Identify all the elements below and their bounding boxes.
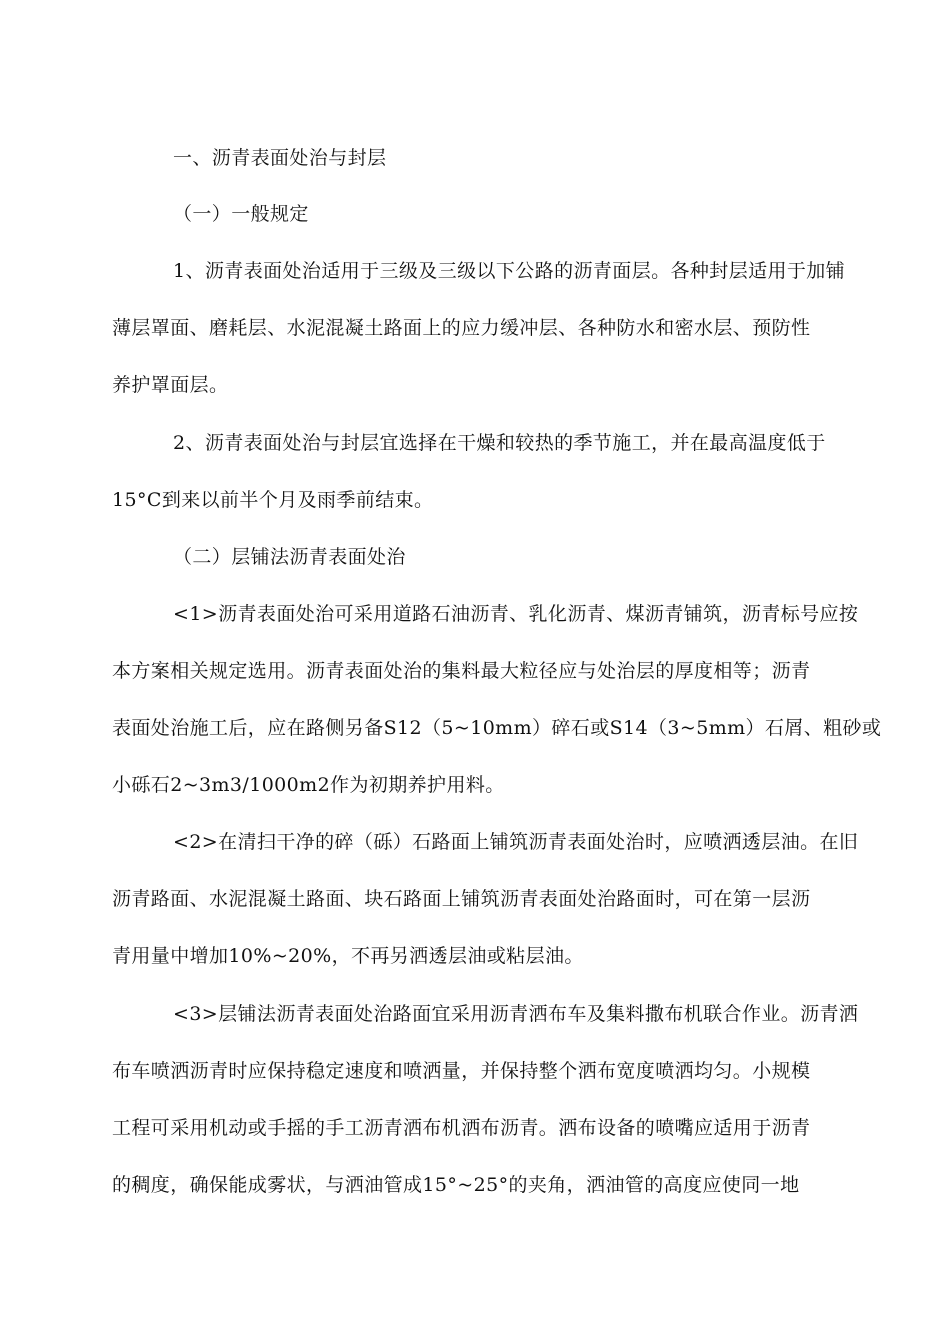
paragraph-line: 沥青路面、水泥混凝土路面、块石路面上铺筑沥青表面处治路面时，可在第一层沥: [112, 888, 811, 910]
paragraph-line: 工程可采用机动或手摇的手工沥青洒布机洒布沥青。洒布设备的喷嘴应适用于沥青: [112, 1117, 811, 1139]
paragraph-line: 小砾石2~3m3/1000m2作为初期养护用料。: [112, 774, 505, 796]
subsection-title-general: （一）一般规定: [173, 203, 309, 225]
paragraph-line: 15°C到来以前半个月及雨季前结束。: [112, 489, 434, 511]
subsection-title-layered: （二）层铺法沥青表面处治: [173, 546, 406, 568]
paragraph-line: 2、沥青表面处治与封层宜选择在干燥和较热的季节施工，并在最高温度低于: [173, 432, 826, 454]
paragraph-line: <2>在清扫干净的碎（砾）石路面上铺筑沥青表面处治时，应喷洒透层油。在旧: [173, 831, 859, 853]
paragraph-line: 薄层罩面、磨耗层、水泥混凝土路面上的应力缓冲层、各种防水和密水层、预防性: [112, 317, 811, 339]
paragraph-line: 1、沥青表面处治适用于三级及三级以下公路的沥青面层。各种封层适用于加铺: [173, 260, 846, 282]
paragraph-line: 的稠度，确保能成雾状，与洒油管成15°~25°的夹角，洒油管的高度应使同一地: [112, 1174, 800, 1196]
section-heading: 一、沥青表面处治与封层: [173, 147, 387, 169]
paragraph-line: 布车喷洒沥青时应保持稳定速度和喷洒量，并保持整个洒布宽度喷洒均匀。小规模: [112, 1060, 811, 1082]
paragraph-line: 本方案相关规定选用。沥青表面处治的集料最大粒径应与处治层的厚度相等；沥青: [112, 660, 811, 682]
paragraph-line: 青用量中增加10%~20%，不再另洒透层油或粘层油。: [112, 945, 584, 967]
paragraph-line: <1>沥青表面处治可采用道路石油沥青、乳化沥青、煤沥青铺筑，沥青标号应按: [173, 603, 859, 625]
paragraph-line: 表面处治施工后，应在路侧另备S12（5~10mm）碎石或S14（3~5mm）石屑、粗砂或: [112, 717, 882, 739]
paragraph-line: 养护罩面层。: [112, 374, 229, 396]
paragraph-line: <3>层铺法沥青表面处治路面宜采用沥青洒布车及集料撒布机联合作业。沥青洒: [173, 1003, 859, 1025]
